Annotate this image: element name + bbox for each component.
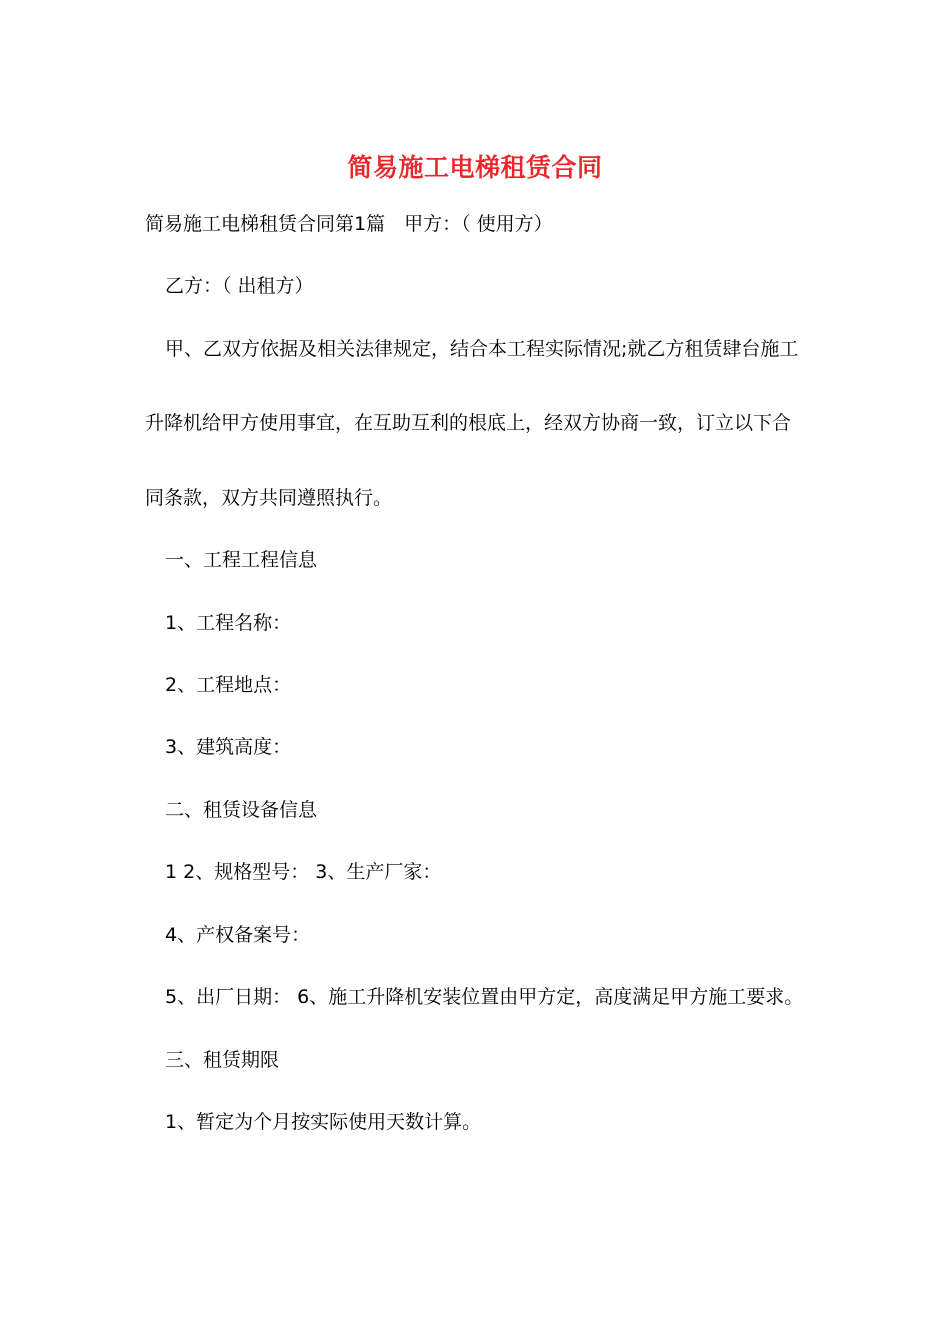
paragraph-body-line-2: 升降机给甲方使用事宜，在互助互利的根底上，经双方协商一致，订立以下合 (145, 412, 792, 434)
list-item-production-date: 5、出厂日期： 6、施工升降机安装位置由甲方定，高度满足甲方施工要求。 (165, 986, 804, 1008)
section-heading-3: 三、租赁期限 (165, 1049, 280, 1071)
paragraph-intro: 简易施工电梯租赁合同第1篇 甲方：（ 使用方） (145, 213, 553, 235)
list-item-project-location: 2、工程地点： (165, 674, 292, 696)
list-item-building-height: 3、建筑高度： (165, 736, 292, 758)
paragraph-body-line-1: 甲、乙双方依据及相关法律规定，结合本工程实际情况;就乙方租赁肆台施工 (165, 338, 799, 360)
party-b-line: 乙方：（ 出租方） (165, 275, 314, 297)
list-item-model-manufacturer: 1 2、规格型号： 3、生产厂家： (165, 861, 442, 883)
section-heading-1: 一、工程工程信息 (165, 549, 318, 571)
list-item-project-name: 1、工程名称： (165, 612, 292, 634)
list-item-registration-number: 4、产权备案号： (165, 924, 311, 946)
list-item-lease-term: 1、暂定为个月按实际使用天数计算。 (165, 1111, 482, 1133)
paragraph-body-line-3: 同条款，双方共同遵照执行。 (145, 487, 393, 509)
section-heading-2: 二、租赁设备信息 (165, 799, 318, 821)
document-title: 简易施工电梯租赁合同 (347, 153, 603, 182)
